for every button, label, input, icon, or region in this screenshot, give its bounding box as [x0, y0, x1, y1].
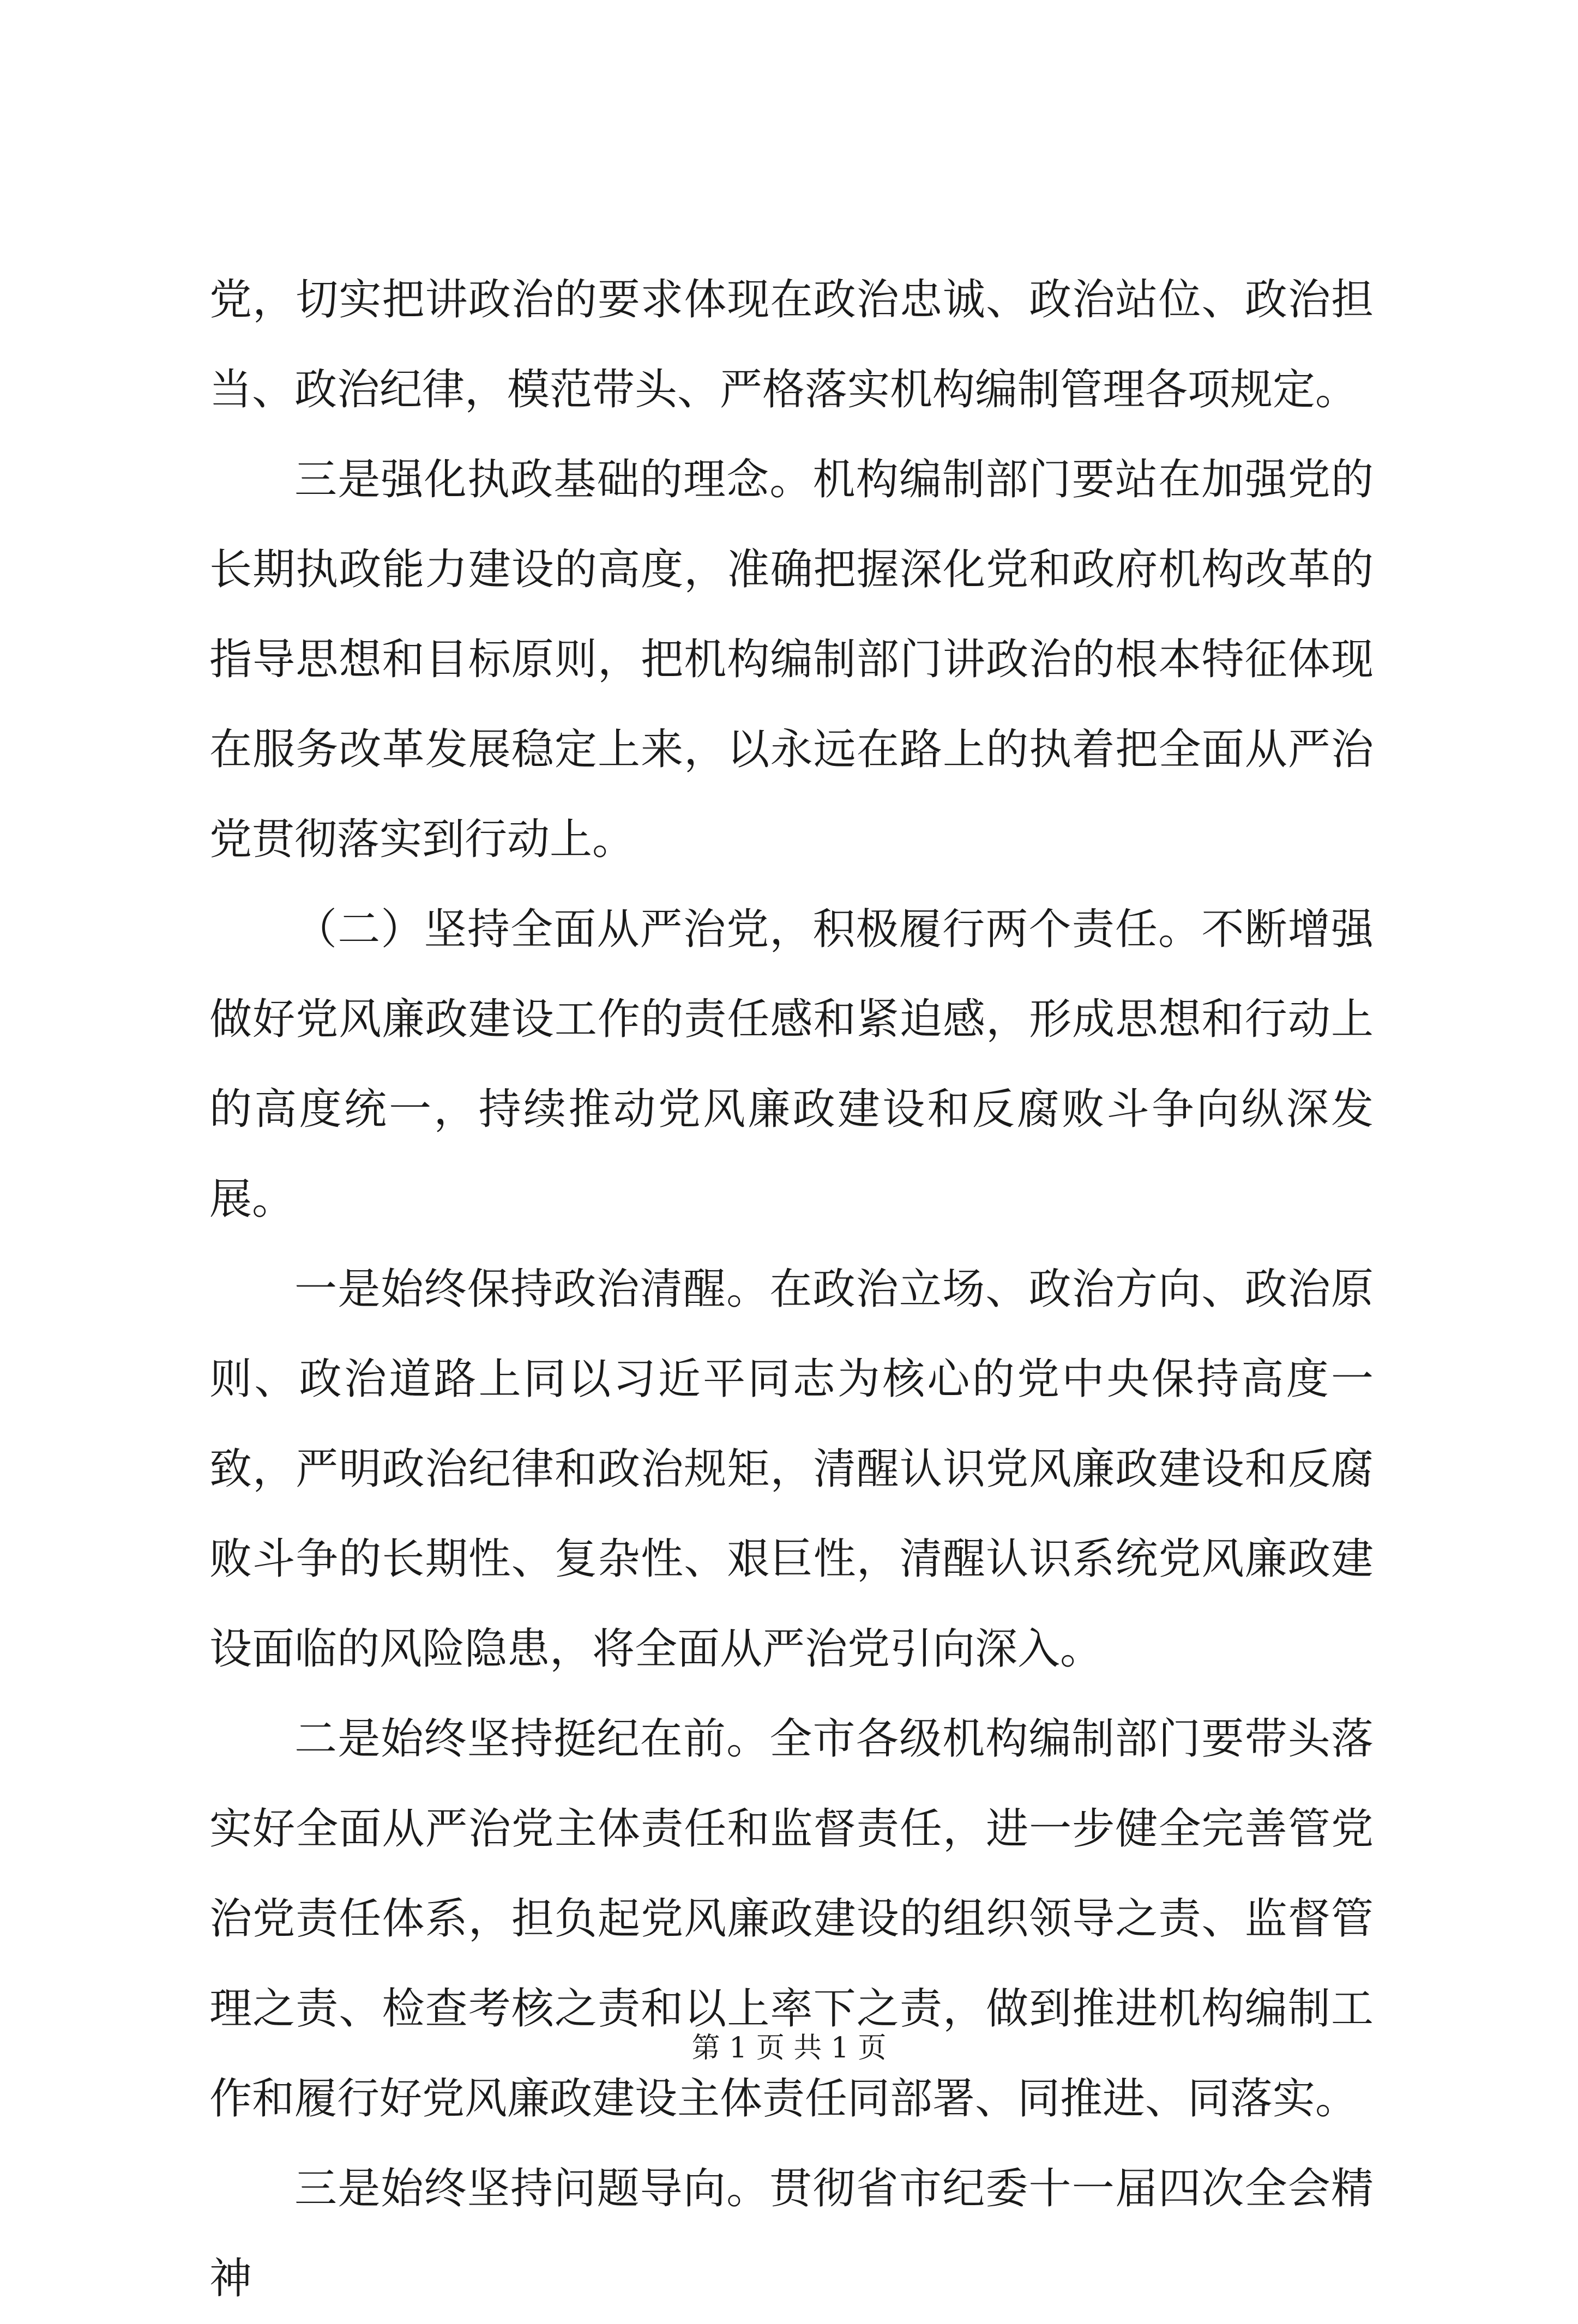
paragraph-discipline-first: 二是始终坚持挺纪在前。全市各级机构编制部门要带头落实好全面从严治党主体责任和监督责任，进一步健全完善管党治党责任体系，担负起党风廉政建设的组织领导之责、监督管理之责、检查考核之责和以上率下之责，做到推进机构编制工作和履行好党风廉政建设主体责任同部署、同推进、同落实。	[209, 1715, 1374, 2123]
paragraph-political-clarity: 一是始终保持政治清醒。在政治立场、政治方向、政治原则、政治道路上同以习近平同志为核心的党中央保持高度一致，严明政治纪律和政治规矩，清醒认识党风廉政建设和反腐败斗争的长期性、复杂性、艰巨性，清醒认识系统党风廉政建设面临的风险隐患，将全面从严治党引向深入。	[209, 1265, 1374, 1674]
paragraph-strengthen-foundation: 三是强化执政基础的理念。机构编制部门要站在加强党的长期执政能力建设的高度，准确把握深化党和政府机构改革的指导思想和目标原则，把机构编制部门讲政治的根本特征体现在服务改革发展稳定上来，以永远在路上的执着把全面从严治党贯彻落实到行动上。	[209, 455, 1374, 864]
paragraph-problem-oriented: 三是始终坚持问题导向。贯彻省市纪委十一届四次全会精神	[209, 2164, 1374, 2303]
paragraph-continued: 党，切实把讲政治的要求体现在政治忠诚、政治站位、政治担当、政治纪律，模范带头、严格落实机构编制管理各项规定。	[209, 275, 1374, 414]
paragraph-section-two-heading: （二）坚持全面从严治党，积极履行两个责任。不断增强做好党风廉政建设工作的责任感和紧迫感，形成思想和行动上的高度统一，持续推动党风廉政建设和反腐败斗争向纵深发展。	[209, 905, 1374, 1224]
document-body	[209, 255, 1374, 2324]
page-footer: 第 1 页 共 1 页	[691, 2032, 887, 2065]
